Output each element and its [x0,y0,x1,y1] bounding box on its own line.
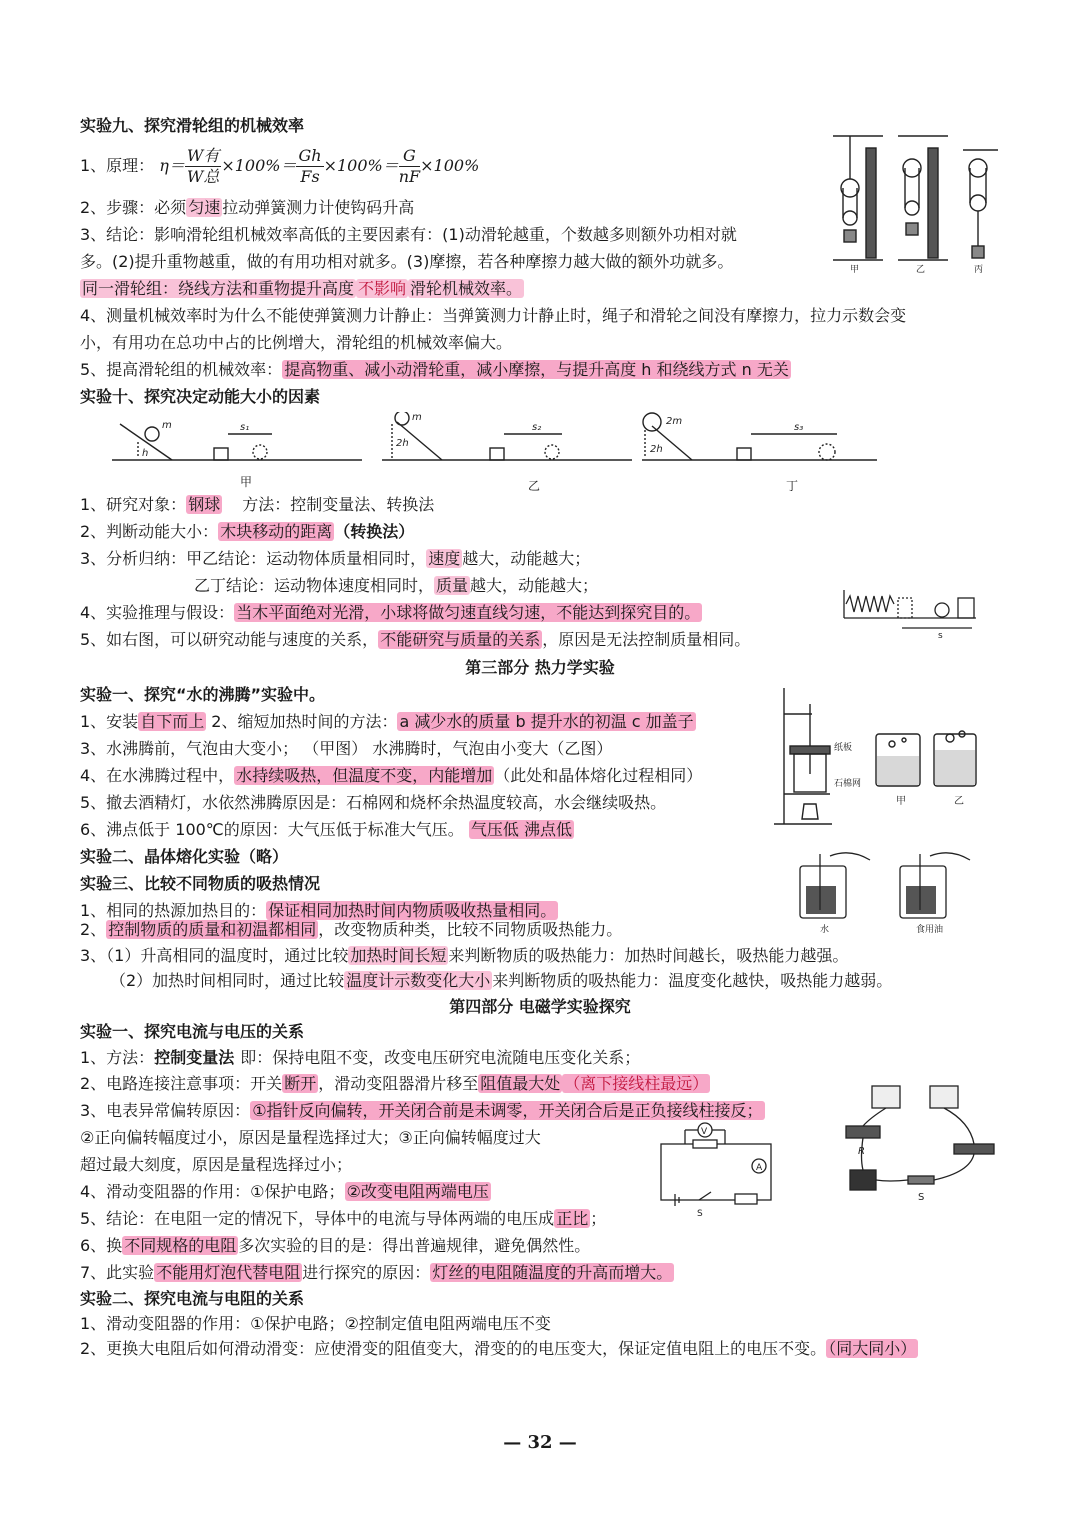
highlight-uniform: 匀速 [188,198,221,217]
voltmeter-label: V [701,1127,708,1137]
label-paper: 纸板 [834,743,853,753]
part4-exp1-title: 实验一、探究电流与电压的关系 [80,1022,305,1041]
label-jia: 甲 [240,475,253,489]
part4-conclusion: 5、结论：在电阻一定的情况下，导体中的电流与导体两端的电压成 正比 ； [80,1209,607,1228]
part3-boiling: 4、在水沸腾过程中， 水持续吸热，但温度不变，内能增加 （此处和晶体熔化过程相同） [80,766,703,785]
label-2h-2: 2h [650,444,663,455]
label-s1: s₁ [240,422,250,433]
exp9-improve: 5、提高滑轮组的机械效率： 提高物重、减小动滑轮重，减小摩擦，与提升高度 h 和绕线方式 n 无关 [80,360,789,379]
label-m-1: m [162,420,172,431]
exp9-same-pulley: 同一滑轮组：绕线方法和重物提升高度 不影响 滑轮机械效率。 [82,279,523,298]
part4-circuit-notes: 2、电路连接注意事项：开关 断开 ，滑动变阻器滑片移至 阻值最大处 （离下接线柱最远） [80,1074,709,1093]
part3-exp3-title: 实验三、比较不同物质的吸热情况 [80,874,321,893]
exp10-judge: 2、判断动能大小： 木块移动的距离 （转换法） [80,522,415,541]
part3-exp3-2: 2、 控制物质的质量和初温都相同 ，改变物质种类，比较不同物质吸热能力。 [80,920,623,939]
efficiency-formula: η＝ $\frac{\text{W有}}{\text{W总}}$ ×100%＝ $\frac{Gh}{Fs}$ ×100%＝ $\frac{G}{nF}$ ×100% [159,146,480,186]
switch-label-2: S [918,1192,925,1203]
part4-method: 1、方法：控制变量法 即：保持电阻不变，改变电压研究电流随电压变化关系； [80,1048,641,1067]
ammeter-label: A [756,1163,763,1173]
part3-exp1-title: 实验一、探究“水的沸腾”实验中。 [80,685,326,704]
boiling-figure [772,684,982,832]
part3-install: 1、安装 自下而上 2、缩短加热时间的方法： a 减少水的质量 b 提升水的初温 c 加盖子 [80,712,694,731]
part3-boiling-point: 6、沸点低于 100℃的原因：大气压低于标准大气压。 气压低 沸点低 [80,820,572,839]
label-2h-1: 2h [396,438,409,449]
exp9-step: 2、步骤：必须 匀速 拉动弹簧测力计使钩码升高 [80,198,415,217]
part3-remove-lamp: 5、撤去酒精灯，水依然沸腾原因是：石棉网和烧杯余热温度较高，水会继续吸热。 [80,793,667,812]
part4-title: 第四部分 电磁学实验探究 [449,997,631,1016]
label-mesh: 石棉网 [834,779,862,789]
part4-no-bulb: 7、此实验 不能用灯泡代替电阻 进行探究的原因： 灯丝的电阻随温度的升高而增大。 [80,1263,673,1282]
exp10-analysis-1: 3、分析归纳：甲乙结论：运动物体质量相同时， 速度 越大，动能越大； [80,549,591,568]
part4-meter-error: 3、电表异常偏转原因： ①指针反向偏转，开关闭合前是未调零，开关闭合后是正负接线柱接反； [80,1101,763,1120]
switch-label: S [697,1209,703,1218]
heat-absorb-figure [790,846,980,938]
circuit-photo [830,1082,1000,1206]
kinetic-energy-figure [112,412,880,494]
part4-multiple: 6、换 不同规格的电阻 多次实验的目的是：得出普遍规律，避免偶然性。 [80,1236,591,1255]
part4-rheostat: 4、滑动变阻器的作用：①保护电路； ②改变电阻两端电压 [80,1182,489,1201]
part3-exp3-1: 1、相同的热源加热目的： 保证相同加热时间内物质吸收热量相同。 [80,901,557,920]
part3-bubbles: 3、水沸腾前，气泡由大变小； （甲图） 水沸腾时，气泡由小变大（乙图） [80,739,613,758]
label-m-2: m [412,412,422,423]
part4-exp2-2: 2、更换大电阻后如何滑动滑变：应使滑变的阻值变大，滑变的的电压变大，保证定值电阻上的电压不变。 （同大同小） [80,1339,917,1358]
part4-meter-error-2: ②正向偏转幅度过小，原因是量程选择过大；③正向偏转幅度过大 [80,1128,541,1147]
exp10-hypothesis: 4、实验推理与假设： 当木平面绝对光滑，小球将做匀速直线匀速，不能达到探究目的。 [80,603,701,622]
spring-label: s [938,631,943,640]
part3-exp3-4: （2）加热时间相同时，通过比较 温度计示数变化大小 来判断物质的吸热能力：温度变化越快，吸热能力越弱。 [110,971,893,990]
circuit-diagram [655,1120,780,1218]
part4-exp2-title: 实验二、探究电流与电阻的关系 [80,1289,305,1308]
part3-exp3-3: 3、（1）升高相同的温度时，通过比较 加热时间长短 来判断物质的吸热能力：加热时间越长，吸热能力越强。 [80,946,849,965]
resistor-label: R [858,1146,865,1157]
exp9-title: 实验九、探究滑轮组的机械效率 [80,116,305,135]
label-boil-jia: 甲 [896,796,906,807]
part4-exp2-1: 1、滑动变阻器的作用：①保护电路；②控制定值电阻两端电压不变 [80,1314,551,1333]
label-2m: 2m [666,416,683,427]
exp9-measure: 4、测量机械效率时为什么不能使弹簧测力计静止：当弹簧测力计静止时，绳子和滑轮之间没有摩擦力，拉力示数会变 [80,306,907,325]
exp10-title: 实验十、探究决定动能大小的因素 [80,387,321,406]
exp10-speed: 5、如右图，可以研究动能与速度的关系， 不能研究与质量的关系 ，原因是无法控制质量相同。 [80,630,751,649]
exp10-analysis-2: 乙丁结论：运动物体速度相同时， 质量 越大，动能越大； [194,576,599,595]
part3-exp2-title: 实验二、晶体熔化实验（略） [80,847,289,866]
fig-label-bing: 丙 [974,265,984,275]
label-oil: 食用油 [916,925,944,935]
label-h: h [142,448,149,459]
exp9-measure-2: 小，有用功在总功中占的比例增大，滑轮组的机械效率偏大。 [80,333,513,352]
label-water: 水 [820,925,830,935]
exp9-conclusion-2: 多。(2)提升重物越重，做的有用功相对就多。(3)摩擦，若各种摩擦力越大做的额外功就多。 [80,252,734,271]
label-boil-yi: 乙 [954,796,964,807]
label-yi: 乙 [528,479,541,493]
exp9-principle [80,146,479,186]
label-s2: s₂ [532,422,542,433]
exp10-object: 1、研究对象： 钢球 方法：控制变量法、转换法 [80,495,435,514]
label-ding: 丁 [786,479,799,493]
part3-title: 第三部分 热力学实验 [465,658,615,677]
label-s3: s₃ [794,422,804,433]
fig-label-yi: 乙 [916,265,926,275]
page-number: — 32 — [503,1432,577,1453]
exp9-conclusion: 3、结论：影响滑轮组机械效率高低的主要因素有：(1)动滑轮越重，个数越多则额外功相对就 [80,225,737,244]
fig-label-jia: 甲 [850,265,860,275]
spring-figure [842,588,978,640]
principle-label: 1、原理： [80,156,155,175]
part4-meter-error-3: 超过最大刻度，原因是量程选择过小； [80,1155,353,1174]
pulley-figure [828,128,1003,276]
